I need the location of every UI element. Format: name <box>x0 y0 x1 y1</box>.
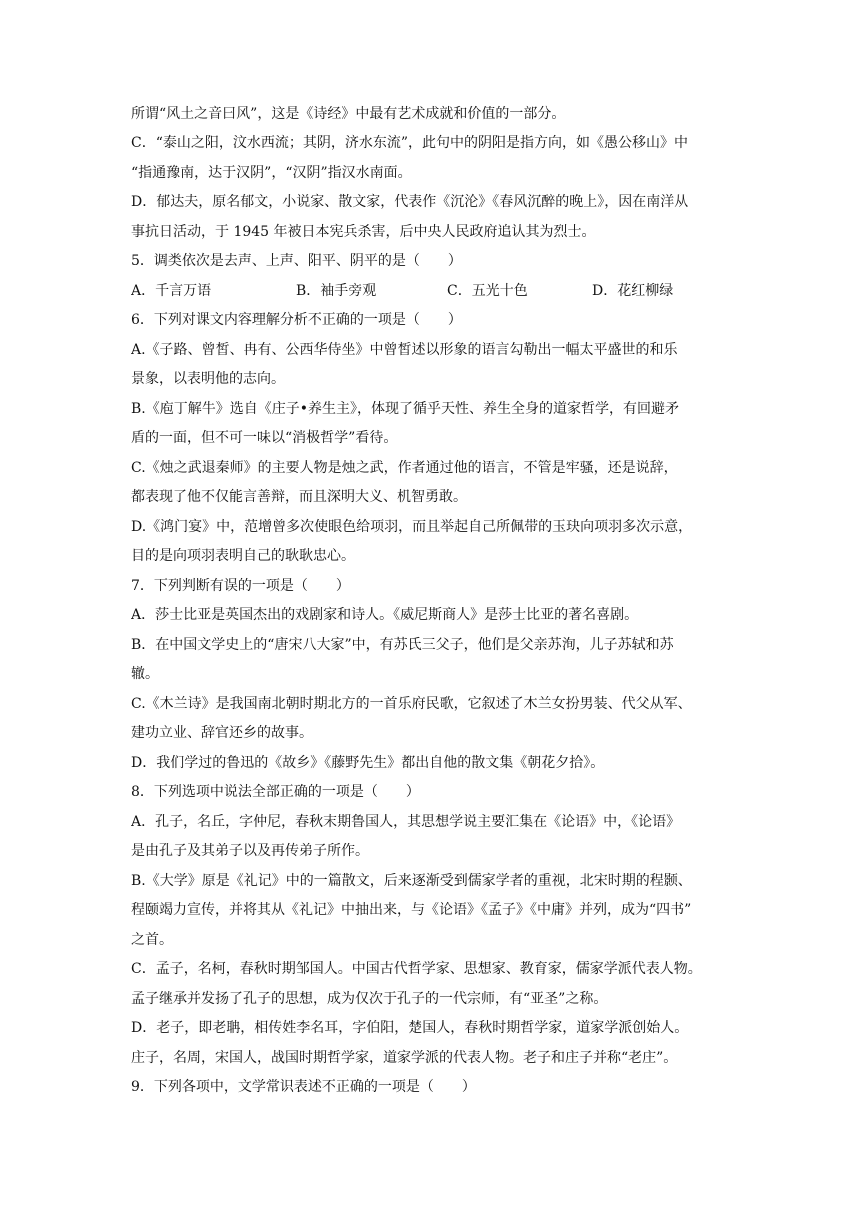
text-line: 之首。 <box>131 932 173 948</box>
text-line: 所谓“风土之音曰风”，这是《诗经》中最有艺术成就和价值的一部分。 <box>131 106 566 122</box>
question-8: 8．下列选项中说法全部正确的一项是（ ） <box>131 784 420 800</box>
text-line: C.《木兰诗》是我国南北朝时期北方的一首乐府民歌，它叙述了木兰女扮男装、代父从军、 <box>131 696 692 712</box>
question-7: 7．下列判断有误的一项是（ ） <box>131 578 350 594</box>
option-d: D．花红柳绿 <box>592 283 674 299</box>
text-line: C．“泰山之阳，汶水西流；其阴，济水东流”，此句中的阴阳是指方向，如《愚公移山》中 <box>131 135 689 151</box>
text-line: D.《鸿门宴》中，范增曾多次使眼色给项羽，而且举起自己所佩带的玉玦向项羽多次示意， <box>131 519 693 535</box>
text-line: B．在中国文学史上的“唐宋八大家”中，有苏氏三父子，他们是父亲苏洵，儿子苏轼和苏 <box>131 637 674 653</box>
text-line: “指通豫南，达于汉阴”，“汉阴”指汉水南面。 <box>131 165 412 181</box>
text-line: 景象，以表明他的志向。 <box>131 371 285 387</box>
text-line: 目的是向项羽表明自己的耿耿忠心。 <box>131 548 355 564</box>
text-line: B.《大学》原是《礼记》中的一篇散文，后来逐渐受到儒家学者的重视，北宋时期的程颢、 <box>131 873 692 889</box>
text-line: 庄子，名周，宋国人，战国时期哲学家，道家学派的代表人物。老子和庄子并称“老庄”。 <box>131 1050 678 1066</box>
question-5: 5．调类依次是去声、上声、阳平、阴平的是（ ） <box>131 253 462 269</box>
option-c: C．五光十色 <box>447 283 528 299</box>
text-line: A.《子路、曾皙、冉有、公西华侍坐》中曾皙述以形象的语言勾勒出一幅太平盛世的和乐 <box>131 342 678 358</box>
text-line: A．孔子，名丘，字仲尼，春秋末期鲁国人，其思想学说主要汇集在《论语》中，《论语》 <box>131 814 681 830</box>
text-line: 孟子继承并发扬了孔子的思想，成为仅次于孔子的一代宗师，有“亚圣”之称。 <box>131 991 608 1007</box>
text-line: C．孟子，名柯，春秋时期邹国人。中国古代哲学家、思想家、教育家，儒家学派代表人物。 <box>131 961 702 977</box>
text-line: D．郁达夫，原名郁文，小说家、散文家，代表作《沉沦》《春风沉醉的晚上》，因在南洋从 <box>131 194 689 210</box>
option-b: B．袖手旁观 <box>296 283 377 299</box>
text-line: C.《烛之武退秦师》的主要人物是烛之武，作者通过他的语言，不管是牢骚，还是说辞， <box>131 460 678 476</box>
text-line: D．老子，即老聃，相传姓李名耳，字伯阳，楚国人，春秋时期哲学家，道家学派创始人。 <box>131 1020 689 1036</box>
text-line: 都表现了他不仅能言善辩，而且深明大义、机智勇敢。 <box>131 489 467 505</box>
text-line: 盾的一面，但不可一味以“消极哲学”看待。 <box>131 430 398 446</box>
text-line: 是由孔子及其弟子以及再传弟子所作。 <box>131 843 369 859</box>
text-line: B.《庖丁解牛》选自《庄子•养生主》，体现了循乎天性、养生全身的道家哲学，有回避矛 <box>131 401 679 417</box>
text-line: 事抗日活动，于 1945 年被日本宪兵杀害，后中央人民政府追认其为烈士。 <box>131 224 596 240</box>
option-a: A．千言万语 <box>131 283 212 299</box>
question-5-options <box>131 276 736 306</box>
text-line: 建功立业、辞官还乡的故事。 <box>131 725 313 741</box>
text-line: A．莎士比亚是英国杰出的戏剧家和诗人。《威尼斯商人》是莎士比亚的著名喜剧。 <box>131 607 639 623</box>
text-line: D．我们学过的鲁迅的《故乡》《藤野先生》都出自他的散文集《朝花夕拾》。 <box>131 755 605 771</box>
question-6: 6．下列对课文内容理解分析不正确的一项是（ ） <box>131 312 462 328</box>
text-line: 辙。 <box>131 666 159 682</box>
question-9: 9．下列各项中，文学常识表述不正确的一项是（ ） <box>131 1079 476 1095</box>
text-line: 程颐竭力宣传，并将其从《礼记》中抽出来，与《论语》《孟子》《中庸》并列，成为“四书” <box>131 902 692 918</box>
